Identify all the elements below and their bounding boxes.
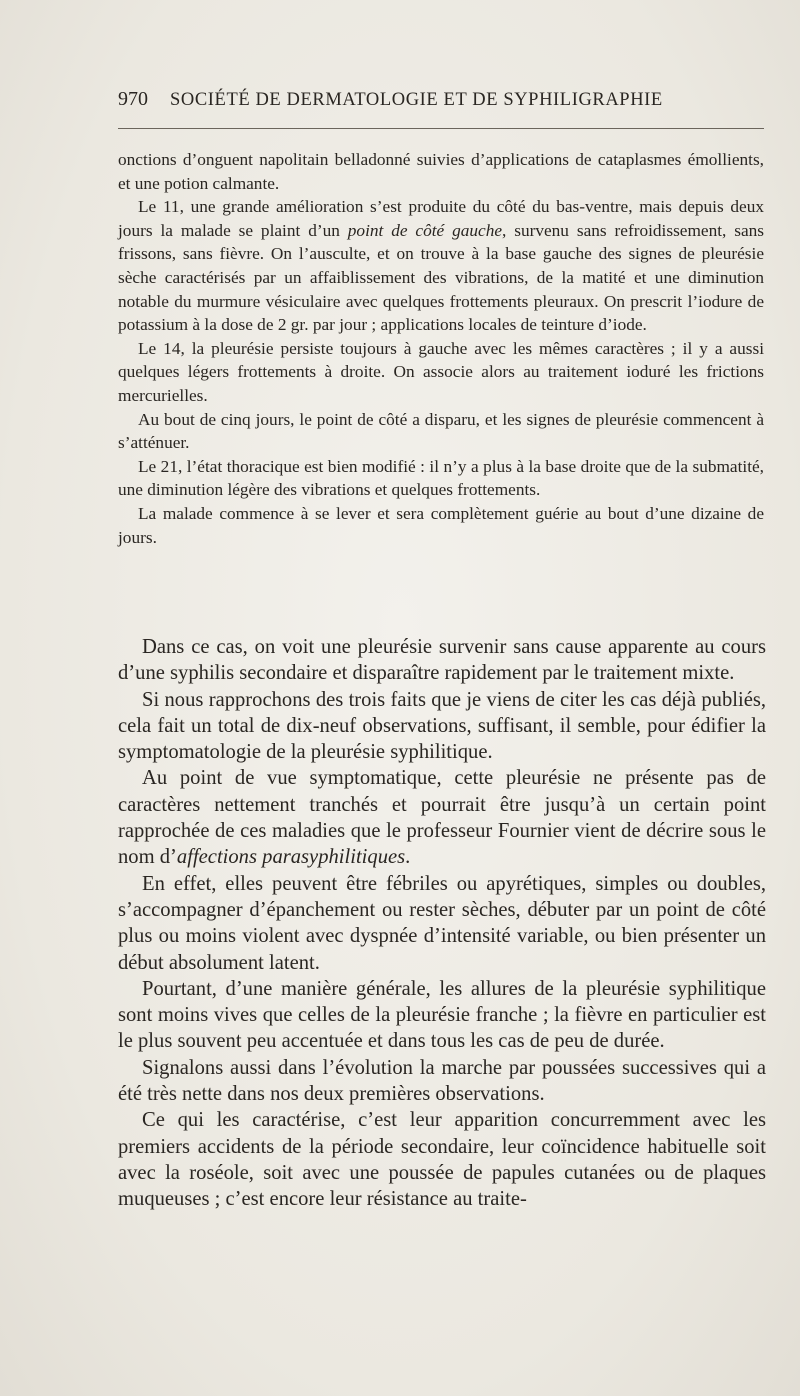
observation-text [118,148,764,549]
paragraph: Ce qui les caractérise, c’est leur apparition concurremment avec les premiers accidents de la période secondaire, leur coïncidence habituelle soit avec la roséole, soit avec une poussée de papules cutanées ou de plaques muqueuses ; c’est encore leur résistance au traite- [118,1109,766,1211]
emphasis: point de côté gauche [347,220,503,240]
paragraph: En effet, elles peuvent être fébriles ou apyrétiques, simples ou doubles, s’accompagner d’épanchement ou rester sèches, débuter par un point de côté plus ou moins violent avec dyspnée d’intensité variable, ou bien présenter un début absolument latent. [118,872,766,974]
paragraph: onctions d’onguent napolitain belladonné suivies d’applications de cataplasmes émollients, et une potion calmante. [118,150,764,193]
paragraph: Pourtant, d’une manière générale, les allures de la pleurésie syphilitique sont moins vives que celles de la pleurésie franche ; la fièvre en particulier est le plus souvent peu accentuée et dans tous les cas de peu de durée. [118,977,766,1053]
running-header [118,88,766,111]
paragraph: Si nous rapprochons des trois faits que je viens de citer les cas déjà publiés, cela fait un total de dix-neuf observations, suffisant, il semble, pour édifier la symptomatologie de la pleurésie syphilitique. [118,688,766,764]
page-number: 970 [118,88,148,110]
paragraph: Le 14, la pleurésie persiste toujours à gauche avec les mêmes caractères ; il y a aussi quelques légers frottements à droite. On associe alors au traitement ioduré les frictions mercurielles. [118,338,764,405]
paragraph: Au point de vue symptomatique, cette pleurésie ne présente pas de caractères nettement tranchés et pourrait être jusqu’à un certain point rapprochée de ces maladies que le professeur Fournier vient de décrire sous le nom d’affections parasyphilitiques. [118,767,766,869]
paragraph: Le 21, l’état thoracique est bien modifié : il n’y a plus à la base droite que de la submatité, une diminution légère des vibrations et quelques frottements. [118,456,764,500]
paragraph: Dans ce cas, on voit une pleurésie survenir sans cause apparente au cours d’une syphilis secondaire et disparaître rapidement par le traitement mixte. [118,636,766,685]
running-title: SOCIÉTÉ DE DERMATOLOGIE ET DE SYPHILIGRAPHIE [170,90,663,110]
paragraph: Au bout de cinq jours, le point de côté a disparu, et les signes de pleurésie commencent à s’atténuer. [118,409,764,453]
paragraph: Le 11, une grande amélioration s’est produite du côté du bas-ventre, mais depuis deux jours la malade se plaint d’un point de côté gauche, survenu sans refroidissement, sans frissons, sans fièvre. On l’ausculte, et on trouve à la base gauche des signes de pleurésie sèche caractérisés par un affaiblissement des vibrations, de la matité et une diminution notable du murmure vésiculaire avec quelques frottements pleuraux. On prescrit l’iodure de potassium à la dose de 2 gr. par jour ; applications locales de teinture d’iode. [118,197,764,335]
header-rule [118,128,764,129]
paragraph: La malade commence à se lever et sera complètement guérie au bout d’une dizaine de jours. [118,503,764,547]
discussion-text [118,634,766,1213]
emphasis: affections parasyphilitiques [176,846,406,869]
paragraph: Signalons aussi dans l’évolution la marche par poussées successives qui a été très nette dans nos deux premières observations. [118,1056,766,1106]
